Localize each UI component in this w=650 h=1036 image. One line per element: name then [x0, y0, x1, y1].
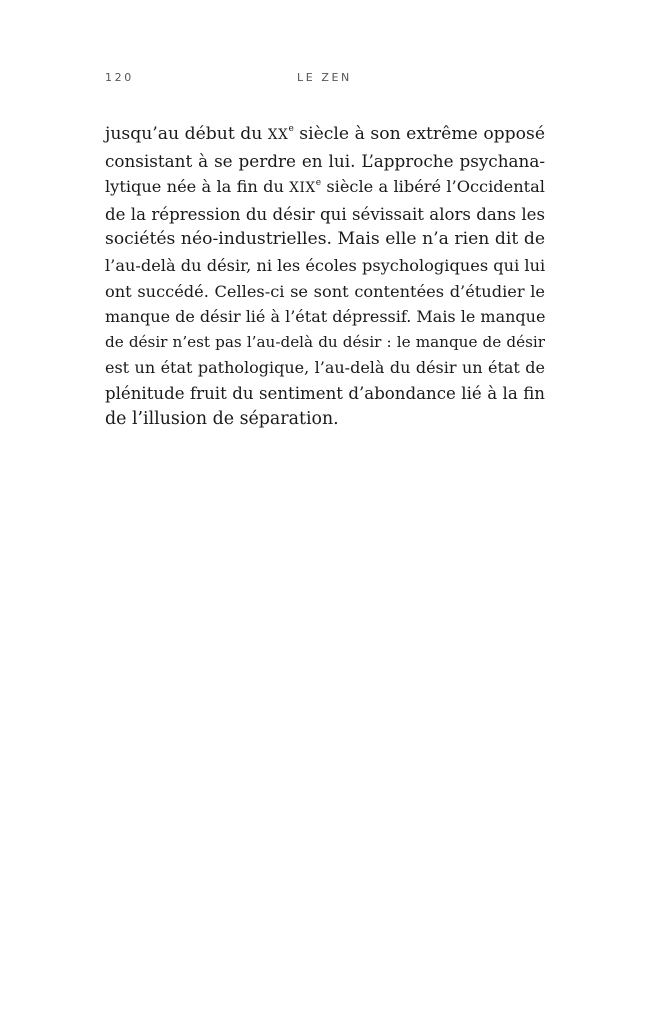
superscript: e: [315, 177, 322, 188]
superscript: e: [288, 124, 294, 135]
text-line: manque de désir lié à l’état dépressif. Mais le manque: [105, 307, 546, 327]
text-line: [105, 174, 545, 202]
text-line: consistant à se perdre en lui. L’approche psychana-: [105, 150, 545, 171]
page-number: 120: [105, 71, 134, 84]
text-segment: lytique née à la fin du: [105, 177, 290, 197]
century-numeral: XIX: [289, 180, 316, 197]
text-line: de la répression du désir qui sévissait alors dans les: [105, 204, 545, 224]
text-line: l’au-delà du désir, ni les écoles psychologiques qui lui: [105, 255, 546, 275]
text-line: de désir n’est pas l’au-delà du désir : le manque de désir: [105, 332, 545, 351]
text-segment: siècle a libéré l’Occidental: [321, 177, 545, 197]
body-paragraph: [105, 122, 545, 432]
century-numeral: XX: [267, 127, 289, 143]
text-line: ont succédé. Celles-ci se sont contentées d’étudier le: [105, 281, 545, 301]
running-header: [0, 71, 650, 87]
text-line: de l’illusion de séparation.: [105, 408, 339, 429]
text-segment: siècle à son extrême opposé: [293, 124, 546, 144]
text-line: sociétés néo-industrielles. Mais elle n’a rien dit de: [105, 229, 545, 250]
text-line: plénitude fruit du sentiment d’abondance lié à la fin: [105, 383, 545, 403]
text-line: [105, 122, 545, 149]
running-title: LE ZEN: [297, 71, 352, 84]
text-line: est un état pathologique, l’au-delà du désir un état de: [105, 358, 545, 378]
text-segment: jusqu’au début du: [105, 124, 268, 144]
